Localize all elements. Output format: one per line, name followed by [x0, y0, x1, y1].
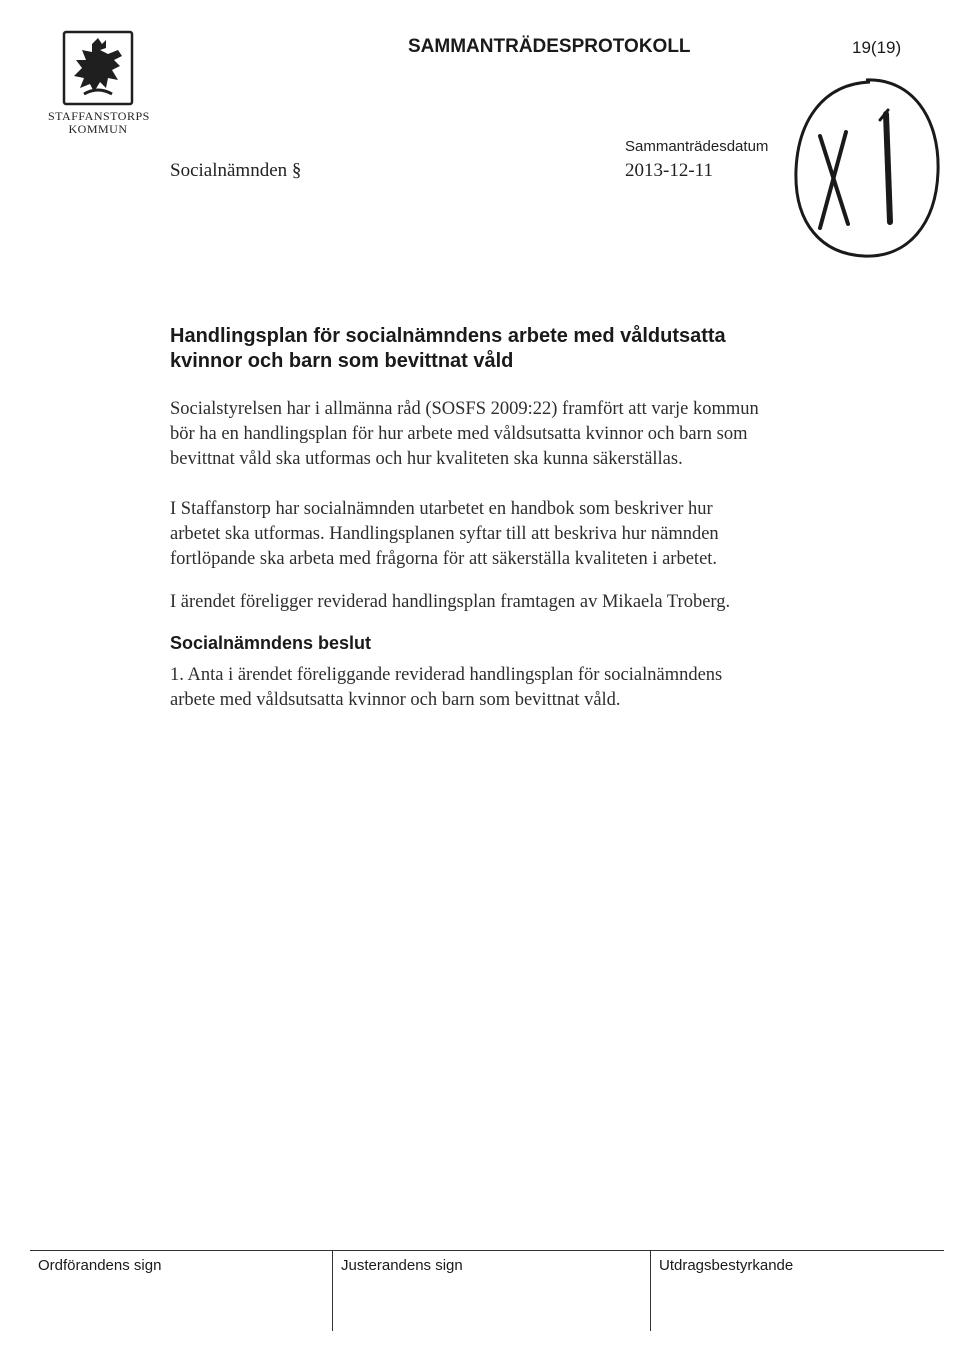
logo-text-line2: KOMMUN: [68, 122, 128, 136]
handwritten-stamp: [786, 74, 946, 269]
meeting-date-label: Sammanträdesdatum: [625, 138, 769, 155]
logo-text: [48, 110, 148, 136]
paragraph-2: [170, 497, 860, 572]
logo-text-line1: STAFFANSTORPS: [48, 109, 150, 123]
paragraph-1-line1: Socialstyrelsen har i allmänna råd (SOSFS 2009:22) framfört att varje kommun: [170, 399, 759, 419]
paragraph-2-line3: fortlöpande ska arbeta med frågorna för att säkerställa kvaliteten i arbetet.: [170, 549, 718, 569]
title-line2: kvinnor och barn som bevittnat våld: [170, 350, 514, 372]
decision-heading: Socialnämndens beslut: [170, 633, 372, 653]
paragraph-2-line2: arbetet ska utformas. Handlingsplanen syftar till att beskriva hur nämnden: [170, 524, 719, 544]
org-unit: Socialnämnden §: [170, 160, 302, 181]
document-type: SAMMANTRÄDESPROTOKOLL: [408, 36, 691, 57]
paragraph-1-line2: bör ha en handlingsplan för hur arbete med våldsutsatta kvinnor och barn som: [170, 424, 748, 444]
decision-item-line1: 1. Anta i ärendet föreliggande reviderad handlingsplan för socialnämndens: [170, 665, 723, 685]
decision-item-line2: arbete med våldsutsatta kvinnor och barn som bevittnat våld.: [170, 690, 621, 710]
paragraph-2-line1: I Staffanstorp har socialnämnden utarbetet en handbok som beskriver hur: [170, 499, 713, 519]
decision-item: [170, 663, 860, 713]
meeting-date: 2013-12-11: [625, 160, 713, 181]
signature-table: [30, 1250, 944, 1331]
municipality-logo: [48, 30, 148, 136]
adjuster-signature-label: Justerandens sign: [341, 1257, 463, 1274]
page-number: 19(19): [852, 38, 902, 57]
title-line1: Handlingsplan för socialnämndens arbete med våldutsatta: [170, 325, 726, 347]
paragraph-1-line3: bevittnat våld ska utformas och hur kvaliteten ska kunna säkerställas.: [170, 449, 683, 469]
excerpt-certification-label: Utdragsbestyrkande: [659, 1257, 794, 1274]
document-title: [170, 324, 870, 374]
coat-of-arms-icon: [62, 30, 134, 106]
paragraph-1: [170, 397, 860, 472]
adjuster-signature-cell: [332, 1251, 651, 1331]
excerpt-certification-cell: [650, 1251, 945, 1331]
chair-signature-label: Ordförandens sign: [38, 1257, 162, 1274]
paragraph-3: I ärendet föreligger reviderad handlingsplan framtagen av Mikaela Troberg.: [170, 592, 731, 612]
chair-signature-cell: [30, 1251, 332, 1331]
